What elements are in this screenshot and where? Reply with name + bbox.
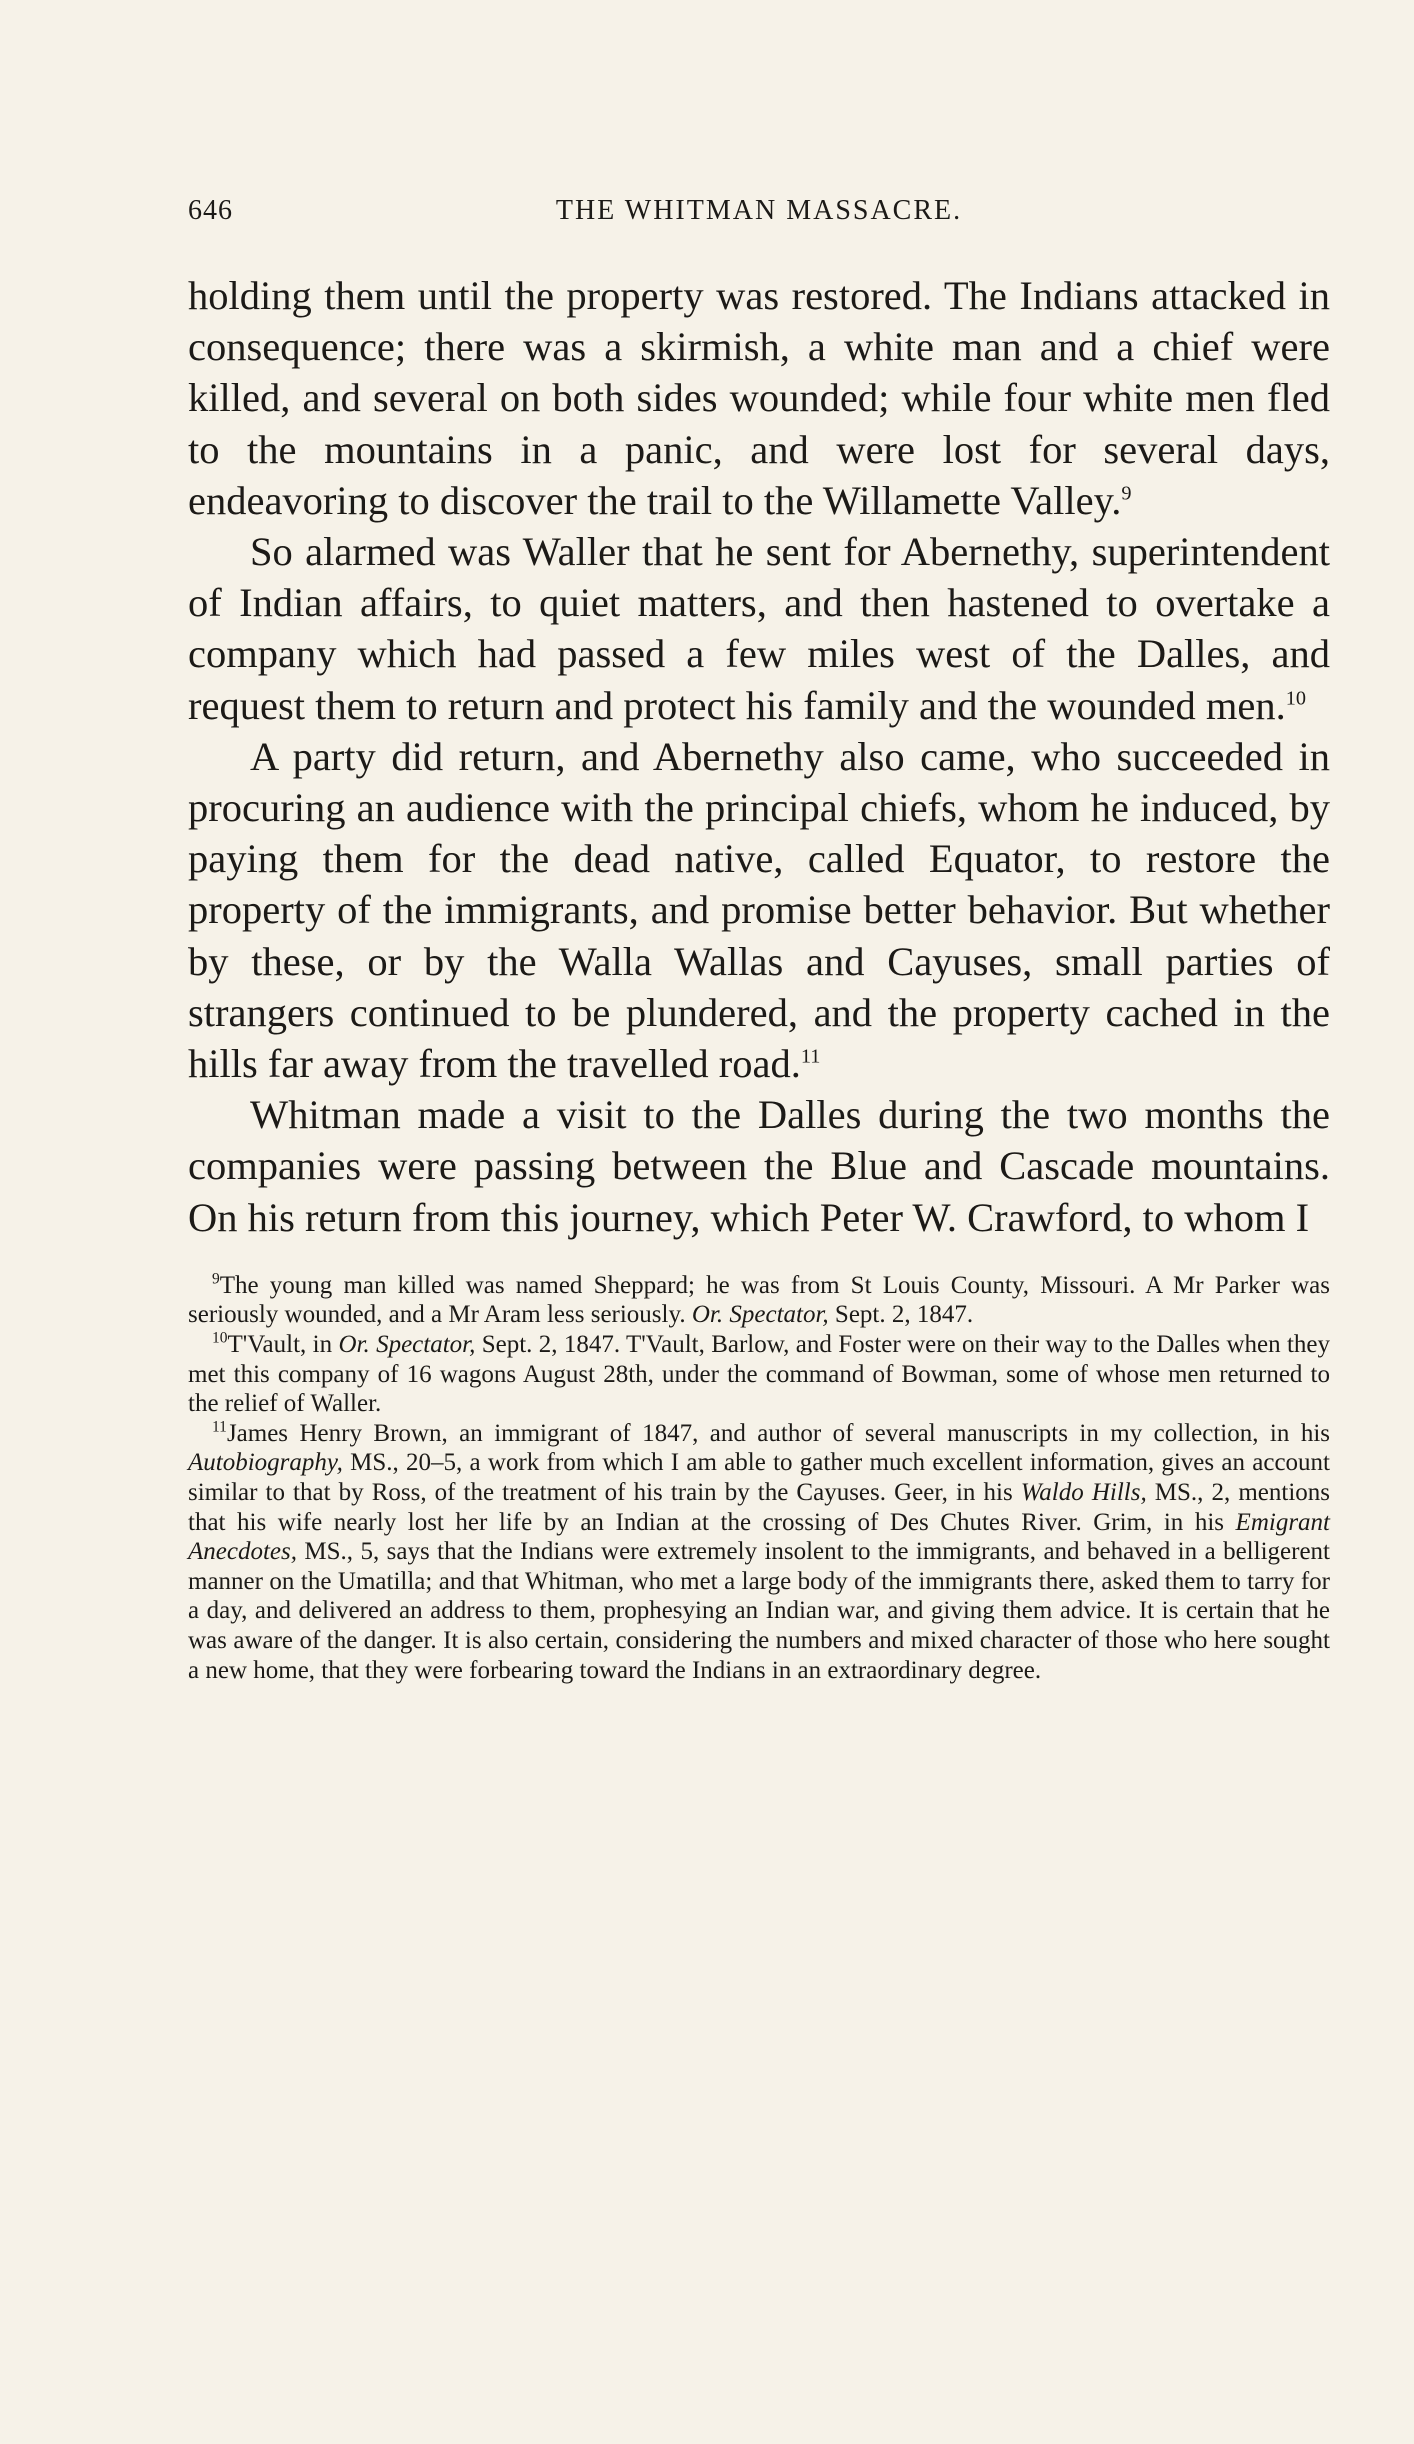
footnote-text: Sept. 2, 1847. T'Vault, Barlow, and Foster were on their way to the Dalles when they met this company of 16 wagons August 28th, under the command of Bowman, some of whose men returned to the relief of Waller. [188, 1331, 1330, 1418]
footnotes [188, 1271, 1330, 1685]
footnote-mark: 9 [212, 1270, 220, 1288]
book-page [188, 195, 1330, 1685]
footnote-text: MS., 5, says that the Indians were extremely insolent to the immigrants, and behaved in a belligerent manner on the Umatilla; and that Whitman, who met a large body of the immigrants there, asked them to tarry for a day, and delivered an address to them, prophesying an Indian war, and giving them advice. It is certain that he was aware of the danger. It is also certain, considering the numbers and mixed character of those who here sought a new home, that they were forbearing toward the Indians in an extraordinary degree. [188, 1538, 1330, 1684]
paragraph-text: So alarmed was Waller that he sent for Abernethy, superintendent of Indian affairs, to quiet matters, and then hastened to overtake a company which had passed a few miles west of the Dalles, and request them to return and protect his family and the wounded men. [188, 529, 1330, 728]
citation-title: Or. Spectator, [691, 1301, 829, 1329]
running-head [188, 195, 1330, 235]
footnote [188, 1271, 1330, 1330]
footnote-text: T'Vault, in [227, 1331, 339, 1359]
paragraph [188, 731, 1330, 1089]
paragraph-text: holding them until the property was restored. The Indians attacked in consequence; there was a skirmish, a white man and a chief were killed, and several on both sides wounded; while four white men fled to the mountains in a panic, and were lost for several days, endeavoring to discover the trail to the Willamette Valley. [188, 273, 1330, 523]
page-number: 646 [188, 195, 233, 226]
paragraph [188, 270, 1330, 526]
footnote-mark: 10 [212, 1329, 228, 1347]
footnote-text: MS., 20–5, a work from which I am able to gather much excellent information, gives an account similar to that by Ross, of the treatment of his train by the Cayuses. Geer, in his [188, 1449, 1330, 1507]
footnote [188, 1330, 1330, 1419]
footnote-ref[interactable]: 10 [1285, 687, 1306, 710]
footnote-text: MS., 2, mentions that his wife nearly lost her life by an Indian at the crossing of Des Chutes River. Grim, in his [188, 1479, 1330, 1536]
footnote-mark: 11 [212, 1418, 227, 1436]
footnote-ref[interactable]: 11 [800, 1045, 821, 1068]
citation-title: Waldo Hills, [1020, 1479, 1147, 1507]
footnote-ref[interactable]: 9 [1121, 482, 1132, 505]
citation-title: Or. Spectator, [338, 1331, 476, 1359]
running-title: THE WHITMAN MASSACRE. [555, 195, 963, 226]
footnote-text: The young man killed was named Sheppard; he was from St Louis County, Missouri. A Mr Parker was seriously wounded, and a Mr Aram less seriously. [188, 1271, 1330, 1329]
footnote-text: James Henry Brown, an immigrant of 1847, and author of several manuscripts in my collection, in his [226, 1419, 1330, 1447]
paragraph [188, 526, 1330, 731]
paragraph-text: A party did return, and Abernethy also came, who succeeded in procuring an audience with the principal chiefs, whom he induced, by paying them for the dead native, called Equator, to restore the property of the immigrants, and promise better behavior. But whether by these, or by the Walla Wallas and Cayuses, small parties of strangers continued to be plundered, and the property cached in the hills far away from the travelled road. [188, 733, 1330, 1087]
footnote-text: Sept. 2, 1847. [828, 1301, 974, 1329]
paragraph [188, 1089, 1330, 1243]
body-text [188, 270, 1330, 1243]
citation-title: Autobiography, [188, 1449, 343, 1477]
footnote [188, 1419, 1330, 1685]
paragraph-text: Whitman made a visit to the Dalles during the two months the companies were passing between the Blue and Cascade mountains. On his return from this journey, which Peter W. Crawford, to whom I [188, 1092, 1330, 1240]
citation-title: Emigrant Anecdotes, [188, 1508, 1330, 1566]
